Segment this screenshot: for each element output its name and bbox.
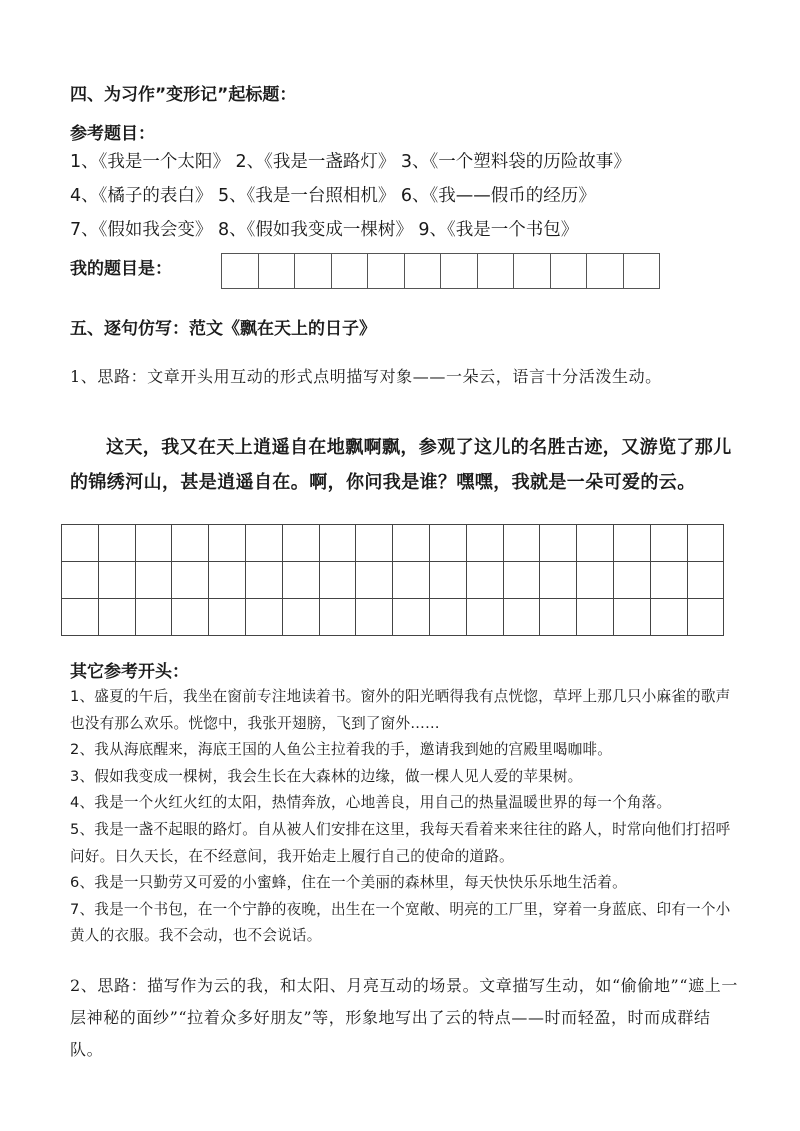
other-openings-heading: 其它参考开头： [70, 662, 189, 682]
grid-cell[interactable] [283, 562, 320, 599]
title-box[interactable] [514, 253, 551, 289]
grid-cell[interactable] [62, 599, 99, 636]
grid-cell[interactable] [246, 525, 283, 562]
grid-cell[interactable] [467, 525, 504, 562]
opening-item: 3、假如我变成一棵树，我会生长在大森林的边缘，做一棵人见人爱的苹果树。 [70, 767, 583, 785]
opening-item: 1、盛夏的午后，我坐在窗前专注地读着书。窗外的阳光晒得我有点恍惚，草坪上那几只小麻雀的歌声也没有那么欢乐。恍惚中，我张开翅膀，飞到了窗外…… [70, 688, 731, 732]
grid-cell[interactable] [320, 599, 357, 636]
title-box[interactable] [332, 253, 369, 289]
section5-heading: 五、逐句仿写：范文《飘在天上的日子》 [70, 319, 376, 339]
grid-cell[interactable] [172, 525, 209, 562]
title-box[interactable] [222, 253, 259, 289]
grid-cell[interactable] [356, 599, 393, 636]
grid-cell[interactable] [540, 562, 577, 599]
title-box[interactable] [624, 253, 661, 289]
grid-cell[interactable] [430, 599, 467, 636]
grid-cell[interactable] [688, 562, 725, 599]
grid-cell[interactable] [136, 562, 173, 599]
grid-cell[interactable] [209, 599, 246, 636]
title-box[interactable] [478, 253, 515, 289]
grid-cell[interactable] [577, 525, 614, 562]
grid-cell[interactable] [283, 525, 320, 562]
copy-writing-grid[interactable] [61, 524, 724, 636]
grid-cell[interactable] [136, 525, 173, 562]
grid-cell[interactable] [246, 599, 283, 636]
opening-item: 7、我是一个书包，在一个宁静的夜晚，出生在一个宽敞、明亮的工厂里，穿着一身蓝底、印有一个小黄人的衣服。我不会动，也不会说话。 [70, 900, 731, 945]
thinking-note-1: 1、思路：文章开头用互动的形式点明描写对象——一朵云，语言十分活泼生动。 [70, 367, 662, 386]
reference-title-row: 4、《橘子的表白》 5、《我是一台照相机》 6、《我——假币的经历》 [70, 186, 596, 206]
grid-cell[interactable] [209, 525, 246, 562]
grid-cell[interactable] [614, 525, 651, 562]
grid-cell[interactable] [467, 562, 504, 599]
grid-cell[interactable] [246, 562, 283, 599]
title-writing-boxes[interactable] [221, 253, 660, 289]
title-box[interactable] [295, 253, 332, 289]
grid-cell[interactable] [393, 562, 430, 599]
grid-cell[interactable] [614, 562, 651, 599]
title-box[interactable] [368, 253, 405, 289]
grid-cell[interactable] [393, 525, 430, 562]
opening-item: 6、我是一只勤劳又可爱的小蜜蜂，住在一个美丽的森林里，每天快快乐乐地生活着。 [70, 874, 627, 892]
grid-cell[interactable] [467, 599, 504, 636]
reference-title-row: 7、《假如我会变》 8、《假如我变成一棵树》 9、《我是一个书包》 [70, 220, 579, 240]
grid-cell[interactable] [62, 562, 99, 599]
title-box[interactable] [441, 253, 478, 289]
grid-cell[interactable] [504, 525, 541, 562]
grid-cell[interactable] [651, 562, 688, 599]
grid-cell[interactable] [283, 599, 320, 636]
grid-cell[interactable] [504, 562, 541, 599]
grid-cell[interactable] [393, 599, 430, 636]
grid-cell[interactable] [688, 525, 725, 562]
grid-cell[interactable] [320, 525, 357, 562]
opening-item: 4、我是一个火红火红的太阳，热情奔放，心地善良，用自己的热量温暖世界的每一个角落。 [70, 794, 672, 812]
opening-item: 2、我从海底醒来，海底王国的人鱼公主拉着我的手，邀请我到她的宫殿里喝咖啡。 [70, 741, 613, 759]
grid-cell[interactable] [356, 562, 393, 599]
grid-cell[interactable] [651, 599, 688, 636]
grid-cell[interactable] [172, 599, 209, 636]
grid-cell[interactable] [99, 562, 136, 599]
grid-cell[interactable] [430, 562, 467, 599]
grid-cell[interactable] [430, 525, 467, 562]
title-box[interactable] [259, 253, 296, 289]
title-box[interactable] [587, 253, 624, 289]
grid-cell[interactable] [504, 599, 541, 636]
grid-cell[interactable] [356, 525, 393, 562]
grid-cell[interactable] [540, 599, 577, 636]
grid-cell[interactable] [577, 562, 614, 599]
grid-cell[interactable] [99, 599, 136, 636]
my-title-label: 我的题目是： [70, 259, 172, 279]
reference-title-row: 1、《我是一个太阳》 2、《我是一盏路灯》 3、《一个塑料袋的历险故事》 [70, 152, 631, 172]
grid-cell[interactable] [577, 599, 614, 636]
grid-cell[interactable] [614, 599, 651, 636]
title-box[interactable] [551, 253, 588, 289]
title-box[interactable] [405, 253, 442, 289]
thinking-note-2: 2、思路：描写作为云的我，和太阳、月亮互动的场景。文章描写生动，如“偷偷地”“遮上一层神秘的面纱”“拉着众多好朋友”等，形象地写出了云的特点——时而轻盈，时而成群结队。 [70, 976, 738, 1059]
grid-cell[interactable] [172, 562, 209, 599]
grid-cell[interactable] [136, 599, 173, 636]
grid-cell[interactable] [209, 562, 246, 599]
section4-heading: 四、为习作”变形记”起标题： [70, 85, 297, 105]
opening-item: 5、我是一盏不起眼的路灯。自从被人们安排在这里，我每天看着来来往往的路人，时常向他们打招呼问好。日久天长，在不经意间，我开始走上履行自己的使命的道路。 [70, 820, 731, 865]
reference-titles-label: 参考题目： [70, 124, 155, 144]
grid-cell[interactable] [99, 525, 136, 562]
grid-cell[interactable] [320, 562, 357, 599]
other-openings-list [70, 684, 736, 950]
grid-cell[interactable] [651, 525, 688, 562]
grid-cell[interactable] [540, 525, 577, 562]
grid-cell[interactable] [62, 525, 99, 562]
model-paragraph: 这天，我又在天上逍遥自在地飘啊飘，参观了这儿的名胜古迹，又游览了那儿的锦绣河山，甚是逍遥自在。啊，你问我是谁？嘿嘿，我就是一朵可爱的云。 [70, 437, 732, 493]
grid-cell[interactable] [688, 599, 725, 636]
